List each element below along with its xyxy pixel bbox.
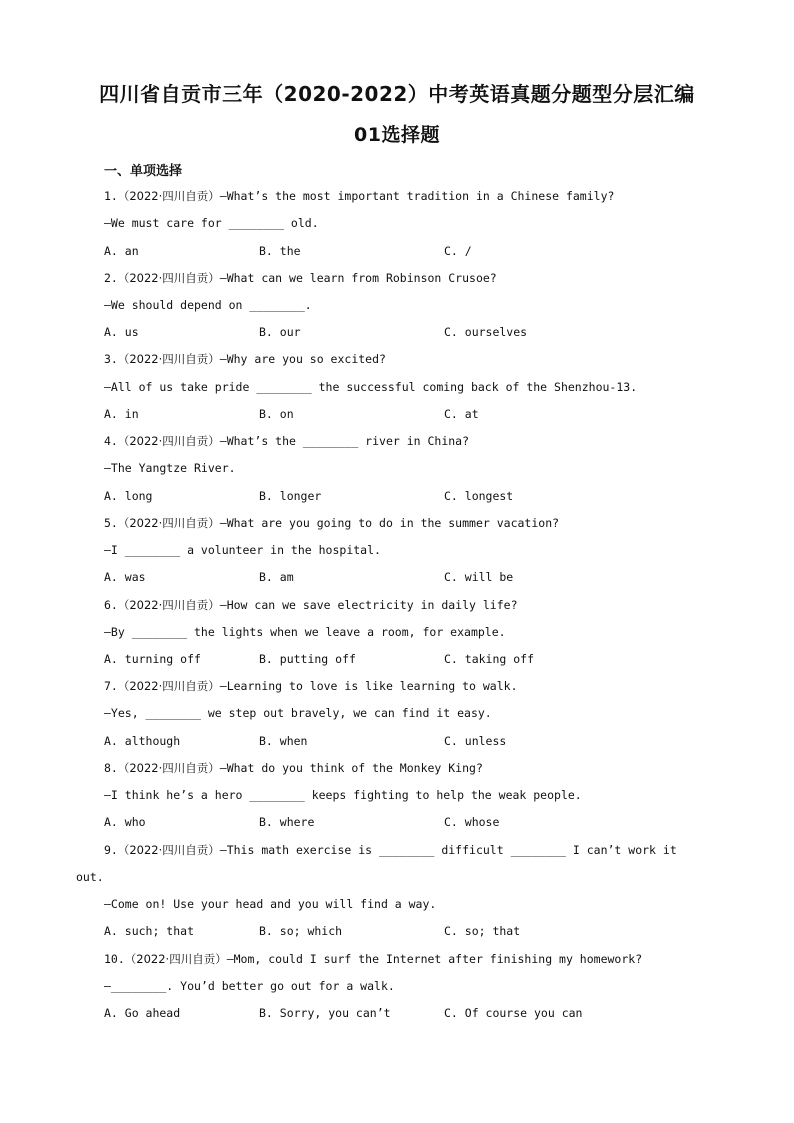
question-7 <box>104 678 734 694</box>
question-source: （2022·四川自贡） <box>117 679 220 693</box>
option-b: B. when <box>259 734 308 748</box>
option-c: C. taking off <box>444 652 535 666</box>
question-source: （2022·四川自贡） <box>117 352 220 366</box>
option-c: C. so; that <box>444 924 521 938</box>
question-3 <box>104 351 734 367</box>
question-text: —What do you think of the Monkey King? <box>219 761 483 775</box>
option-b: B. so; which <box>259 924 343 938</box>
question-text: —What are you going to do in the summer vacation? <box>219 516 560 530</box>
question-number: 9. <box>104 843 118 857</box>
question-text: —Mom, could I surf the Internet after finishing my homework? <box>226 952 643 966</box>
document-title: 四川省自贡市三年（2020-2022）中考英语真题分题型分层汇编 <box>99 82 695 106</box>
answer-text: —Come on! Use your head and you will find a way. <box>104 897 437 911</box>
option-a: A. who <box>104 815 146 829</box>
question-2 <box>104 270 734 286</box>
question-10 <box>104 951 734 967</box>
question-5 <box>104 515 734 531</box>
answer-text: —We should depend on ________. <box>104 298 312 312</box>
question-number: 10. <box>104 952 125 966</box>
question-source: （2022·四川自贡） <box>117 434 220 448</box>
answer-text: —I ________ a volunteer in the hospital. <box>104 543 381 557</box>
option-b: B. our <box>259 325 301 339</box>
option-b: B. where <box>259 815 315 829</box>
question-number: 4. <box>104 434 118 448</box>
question-number: 5. <box>104 516 118 530</box>
question-source: （2022·四川自贡） <box>124 952 227 966</box>
question-text: —What can we learn from Robinson Crusoe? <box>219 271 497 285</box>
question-number: 1. <box>104 189 118 203</box>
option-c: C. / <box>444 244 472 258</box>
question-number: 2. <box>104 271 118 285</box>
question-number: 7. <box>104 679 118 693</box>
answer-text: —All of us take pride ________ the successful coming back of the Shenzhou-13. <box>104 380 638 394</box>
question-text: —This math exercise is ________ difficult ________ I can’t work it <box>219 843 677 857</box>
question-source: （2022·四川自贡） <box>117 189 220 203</box>
option-b: B. the <box>259 244 301 258</box>
question-source: （2022·四川自贡） <box>117 516 220 530</box>
option-a: A. us <box>104 325 139 339</box>
question-text: —How can we save electricity in daily life? <box>219 598 518 612</box>
question-number: 6. <box>104 598 118 612</box>
question-text-continued: out. <box>76 870 104 884</box>
answer-text: —The Yangtze River. <box>104 461 236 475</box>
option-b: B. putting off <box>259 652 356 666</box>
option-c: C. unless <box>444 734 507 748</box>
answer-text: —We must care for ________ old. <box>104 216 319 230</box>
option-a: A. although <box>104 734 181 748</box>
answer-text: —________. You’d better go out for a walk. <box>104 979 395 993</box>
option-b: B. on <box>259 407 294 421</box>
option-c: C. Of course you can <box>444 1006 583 1020</box>
question-text: —What’s the ________ river in China? <box>219 434 470 448</box>
option-b: B. am <box>259 570 294 584</box>
option-a: A. in <box>104 407 139 421</box>
option-c: C. at <box>444 407 479 421</box>
question-source: （2022·四川自贡） <box>117 598 220 612</box>
option-b: B. Sorry, you can’t <box>259 1006 391 1020</box>
answer-text: —By ________ the lights when we leave a room, for example. <box>104 625 506 639</box>
section-heading: 一、单项选择 <box>104 164 183 179</box>
option-a: A. was <box>104 570 146 584</box>
option-b: B. longer <box>259 489 322 503</box>
question-6 <box>104 597 734 613</box>
option-a: A. turning off <box>104 652 201 666</box>
question-9 <box>104 842 744 858</box>
option-c: C. longest <box>444 489 514 503</box>
question-source: （2022·四川自贡） <box>117 761 220 775</box>
question-8 <box>104 760 734 776</box>
question-source: （2022·四川自贡） <box>117 271 220 285</box>
question-text: —Why are you so excited? <box>219 352 386 366</box>
question-number: 3. <box>104 352 118 366</box>
question-4 <box>104 433 734 449</box>
answer-text: —I think he’s a hero ________ keeps fighting to help the weak people. <box>104 788 582 802</box>
option-a: A. such; that <box>104 924 195 938</box>
option-a: A. an <box>104 244 139 258</box>
question-text: —Learning to love is like learning to walk. <box>219 679 518 693</box>
option-c: C. will be <box>444 570 514 584</box>
answer-text: —Yes, ________ we step out bravely, we can find it easy. <box>104 706 492 720</box>
option-c: C. ourselves <box>444 325 528 339</box>
question-1 <box>104 188 734 204</box>
document-subtitle: 01选择题 <box>354 124 440 146</box>
question-source: （2022·四川自贡） <box>117 843 220 857</box>
question-text: —What’s the most important tradition in a Chinese family? <box>219 189 615 203</box>
option-a: A. Go ahead <box>104 1006 181 1020</box>
option-a: A. long <box>104 489 153 503</box>
question-number: 8. <box>104 761 118 775</box>
option-c: C. whose <box>444 815 500 829</box>
